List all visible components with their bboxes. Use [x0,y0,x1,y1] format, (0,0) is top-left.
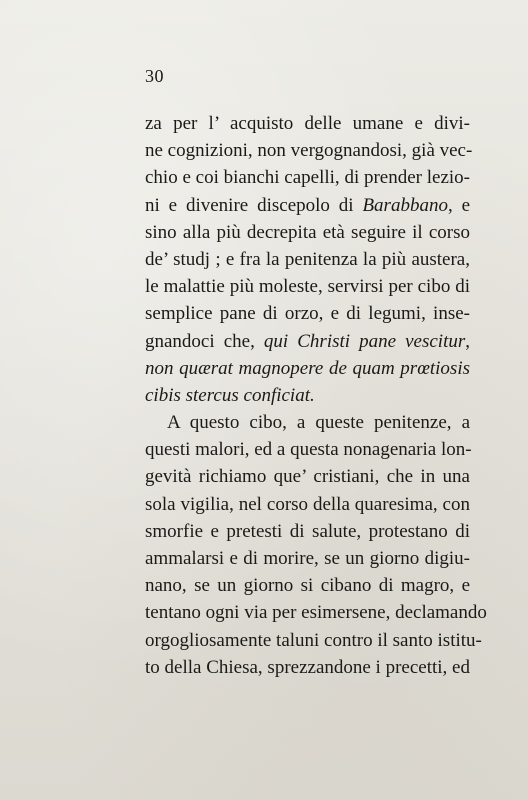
text-line: sino alla più decrepita età seguire il corso [145,221,470,243]
text-line: tentano ogni via per esimersene, declamando [145,602,487,624]
italic-name: Barabbano [362,194,448,216]
text-line: sola vigilia, nel corso della quaresima, con [145,493,470,515]
text-fragment: gnandoci che, [145,330,264,352]
text-line: semplice pane di orzo, e di legumi, inse- [145,303,470,325]
text-line: ne cognizioni, non vergognandosi, già vec- [145,140,473,162]
page-number: 30 [145,66,164,86]
paragraph-start-line: A questo cibo, a queste penitenze, a [167,412,470,434]
text-line: za per l’ acquisto delle umane e divi- [145,113,470,134]
text-line: gevità richiamo que’ cristiani, che in una [145,466,470,488]
text-line: de’ studj ; e fra la penitenza la più austera, [145,248,470,270]
text-line: orgogliosamente taluni contro il santo istitu- [145,629,482,651]
text-line: ammalarsi e di morire, se un giorno digiu- [145,548,470,569]
text-fragment: ni e divenire discepolo di [145,194,363,216]
latin-quote-line: cibis stercus conficiat. [145,384,315,406]
body-text [145,110,487,681]
text-line [145,328,470,355]
text-line: questi malori, ed a questa nonagenaria lon- [145,439,472,461]
text-line: smorfie e pretesti di salute, protestano di [145,520,470,542]
text-fragment: , [465,330,471,352]
latin-quote: qui Christi pane vescitur [263,330,466,352]
text-line: to della Chiesa, sprezzandone i precetti, ed [145,656,470,678]
text-line: le malattie più moleste, servirsi per cibo di [145,276,470,298]
text-line: chio e coi bianchi capelli, di prender lezio- [145,167,470,189]
text-fragment: , e [447,194,470,216]
text-line: nano, se un giorno si cibano di magro, e [145,575,470,597]
text-line [145,192,470,219]
latin-quote-line: non quærat magnopere de quam prœtiosis [145,357,470,379]
